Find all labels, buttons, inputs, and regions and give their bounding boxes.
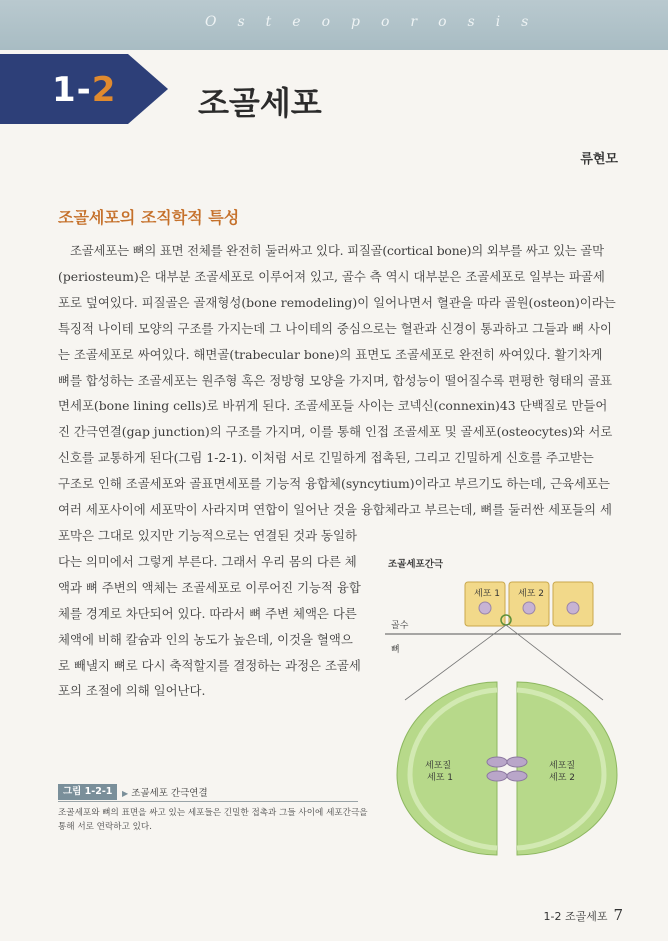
body-line: 조골세포는 뼈의 표면 전체를 완전히 둘러싸고 있다. 피질골(cortical bone)의 외부를 싸고 있는 골막	[70, 243, 604, 258]
body-line: 포의 조절에 의해 일어난다.	[58, 683, 206, 699]
body-line: 체를 경계로 차단되어 있다. 따라서 뼈 주변 체액은 다른	[58, 605, 357, 621]
body-line: 뼈를 합성하는 조골세포는 원주형 혹은 정방형 모양을 가지며, 합성능이 떨어질수록 편평한 형태의 골표	[58, 372, 612, 388]
body-line: 여러 세포사이에 세포막이 사라지며 연합이 일어난 것을 융합체라고 부르는데, 뼈를 둘러싼 세포들의 세	[58, 502, 612, 518]
cytoplasm-1-label-line2: 세포 1	[427, 773, 453, 783]
footer-section-label: 1-2 조골세포	[543, 910, 608, 923]
cytoplasm-2-label-line1: 세포질	[549, 761, 576, 771]
body-line: 다는 의미에서 그렇게 부른다. 그래서 우리 몸의 다른 체	[58, 553, 357, 569]
page-number: 7	[613, 906, 623, 924]
running-title: Osteoporosis	[205, 14, 550, 30]
section-heading: 조골세포의 조직학적 특성	[58, 208, 240, 227]
body-line: 액과 뼈 주변의 액체는 조골세포로 이루어진 기능적 융합	[58, 579, 361, 595]
body-line: 진 간극연결(gap junction)의 구조를 가지며, 이를 통해 인접 조골세포 및 골세포(osteocytes)와 서로	[58, 424, 613, 440]
connexon-3	[487, 771, 507, 781]
caption-title	[122, 785, 208, 799]
marrow-label: 골수	[391, 621, 409, 631]
body-wide-lines	[58, 238, 624, 523]
body-line: 체액에 비해 칼슘과 인의 농도가 높은데, 이것을 혈액으	[58, 631, 353, 647]
caption-rule	[58, 801, 358, 802]
header-band	[0, 0, 668, 50]
chapter-number-main: 1-	[52, 70, 92, 110]
body-line: 로 빼낼지 뼈로 다시 축적할지를 결정하는 과정은 조골세	[58, 657, 361, 673]
cytoplasm-2-label-line2: 세포 2	[549, 773, 575, 783]
caption-title-text: 조골세포 간극연결	[131, 788, 208, 799]
chapter-number	[52, 70, 116, 110]
connexon-4	[507, 771, 527, 781]
figure-label: 조골세포간극	[388, 559, 444, 570]
chapter-title: 조골세포	[198, 84, 322, 122]
body-line: 포막은 그대로 있지만 기능적으로는 연결된 것과 동일하	[58, 527, 357, 543]
connexon-2	[507, 757, 527, 767]
body-line: (periosteum)은 대부분 조골세포로 이루어져 있고, 골수 측 역시 대부분은 조골세포로 일부는 파골세	[58, 268, 605, 284]
cell-3-nucleus	[567, 602, 579, 614]
caption-text-line-2: 통해 서로 연락하고 있다.	[58, 822, 152, 832]
body-line: 포로 덮여있다. 피질골은 골재형성(bone remodeling)이 일어나면서 혈관을 따라 골원(osteon)이라는	[58, 294, 616, 310]
caption-text-line-1: 조골세포와 뼈의 표면을 싸고 있는 세포들은 긴밀한 접촉과 그들 사이에 세포간극을	[58, 808, 368, 818]
chapter-number-accent: 2	[91, 70, 117, 110]
connexon-1	[487, 757, 507, 767]
body-line: 는 조골세포로 싸여있다. 해면골(trabecular bone)의 표면도 조골세포로 완전히 싸여있다. 활기차게	[58, 346, 603, 362]
body-line: 면세포(bone lining cells)로 바뀌게 된다. 조골세포들 사이는 코넥신(connexin)43 단백질로 만들어	[58, 398, 608, 414]
caption-text	[58, 806, 378, 834]
body-narrow-lines	[58, 523, 374, 704]
caption-arrow-icon: ▶	[122, 789, 129, 798]
gap-junction-diagram	[385, 570, 625, 860]
cytoplasm-1-label-line1: 세포질	[425, 761, 452, 771]
body-line: 신호를 교통하게 된다(그림 1-2-1). 이처럼 서로 긴밀하게 접촉된, 그리고 긴밀하게 신호를 주고받는	[58, 450, 594, 466]
cell-2-label: 세포 2	[518, 589, 544, 599]
bone-label: 뼈	[391, 645, 400, 655]
body-line: 구조로 인해 조골세포와 골표면세포를 기능적 융합체(syncytium)이라고 부르기도 하는데, 근육세포는	[58, 476, 610, 492]
author: 류현모	[580, 152, 618, 167]
cell-1-label: 세포 1	[474, 589, 500, 599]
page-footer	[543, 906, 623, 924]
caption-tag: 그림 1-2-1	[58, 784, 117, 800]
cell-2-nucleus	[523, 602, 535, 614]
cell-1-nucleus	[479, 602, 491, 614]
body-line: 특징적 나이테 모양의 구조를 가지는데 그 나이테의 중심으로는 혈관과 신경이 통과하고 그들과 뼈 사이	[58, 320, 612, 336]
